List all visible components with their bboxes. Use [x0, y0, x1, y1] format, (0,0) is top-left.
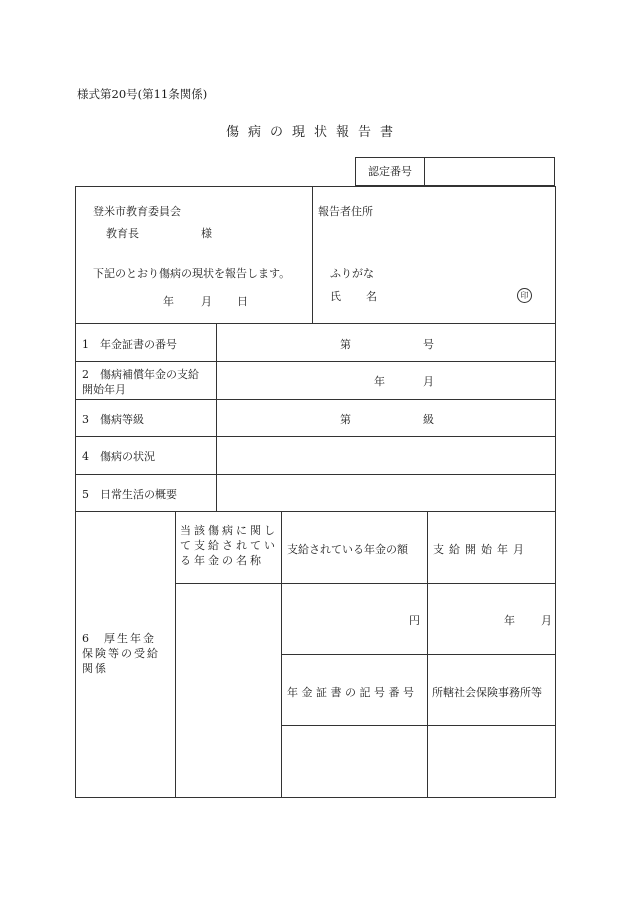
row-5-label: 5 日常生活の概要 — [82, 488, 177, 501]
report-form — [75, 186, 556, 798]
reporter-address-label: 報告者住所 — [318, 205, 373, 218]
row-1-label: 1 年金証書の番号 — [82, 338, 177, 351]
report-statement: 下記のとおり傷病の現状を報告します。 — [93, 267, 291, 280]
start-month-unit: 月 — [541, 614, 552, 627]
certification-number-box — [355, 157, 555, 186]
certification-number-field[interactable] — [426, 158, 554, 185]
section-6-label: 6 厚生年金保険等の受給関係 — [82, 632, 160, 675]
honorific: 様 — [201, 227, 212, 240]
pension-amount-header: 支給されている年金の額 — [287, 543, 408, 556]
recipient-title: 教育長 — [106, 227, 139, 240]
row-4-label: 4 傷病の状況 — [82, 450, 155, 463]
pension-start-header: 支給開始年月 — [433, 543, 529, 556]
social-insurance-office-field[interactable] — [429, 727, 554, 796]
pension-cert-number-field[interactable] — [283, 727, 426, 796]
furigana-label: ふりがな — [330, 267, 374, 280]
pension-name-field[interactable] — [177, 585, 280, 796]
recipient-office: 登米市教育委員会 — [93, 205, 181, 218]
pension-cert-number-header: 年金証書の記号番号 — [287, 686, 418, 699]
row-4-field[interactable] — [218, 438, 554, 473]
name-label-1: 氏 — [330, 290, 341, 303]
start-year-unit: 年 — [504, 614, 515, 627]
pension-name-header: 当該傷病に関して支給されている年金の名称 — [180, 524, 278, 567]
date-year-label: 年 — [163, 295, 174, 308]
row-1-value-prefix: 第 — [340, 338, 351, 351]
document-title: 傷病の現状報告書 — [226, 125, 403, 140]
seal-icon: 印 — [517, 288, 532, 303]
row-2-month: 月 — [423, 375, 434, 388]
date-day-label: 日 — [237, 295, 248, 308]
name-label-2: 名 — [366, 290, 377, 303]
row-3-value-suffix: 級 — [423, 413, 434, 426]
row-5-field[interactable] — [218, 476, 554, 510]
row-2-label-line1: 2 傷病補償年金の支給 — [82, 368, 199, 381]
form-number: 様式第20号(第11条関係) — [77, 87, 208, 101]
date-month-label: 月 — [201, 295, 212, 308]
social-insurance-office-header: 所轄社会保険事務所等 — [432, 686, 542, 699]
reporter-address-field[interactable] — [318, 221, 548, 261]
row-3-value-prefix: 第 — [340, 413, 351, 426]
row-3-label: 3 傷病等級 — [82, 413, 144, 426]
row-1-value-suffix: 号 — [423, 338, 434, 351]
certification-number-label: 認定番号 — [356, 158, 425, 185]
row-2-label-line2: 開始年月 — [82, 383, 126, 396]
row-2-year: 年 — [374, 375, 385, 388]
yen-unit: 円 — [409, 614, 420, 627]
reporter-name-field[interactable] — [388, 283, 508, 303]
